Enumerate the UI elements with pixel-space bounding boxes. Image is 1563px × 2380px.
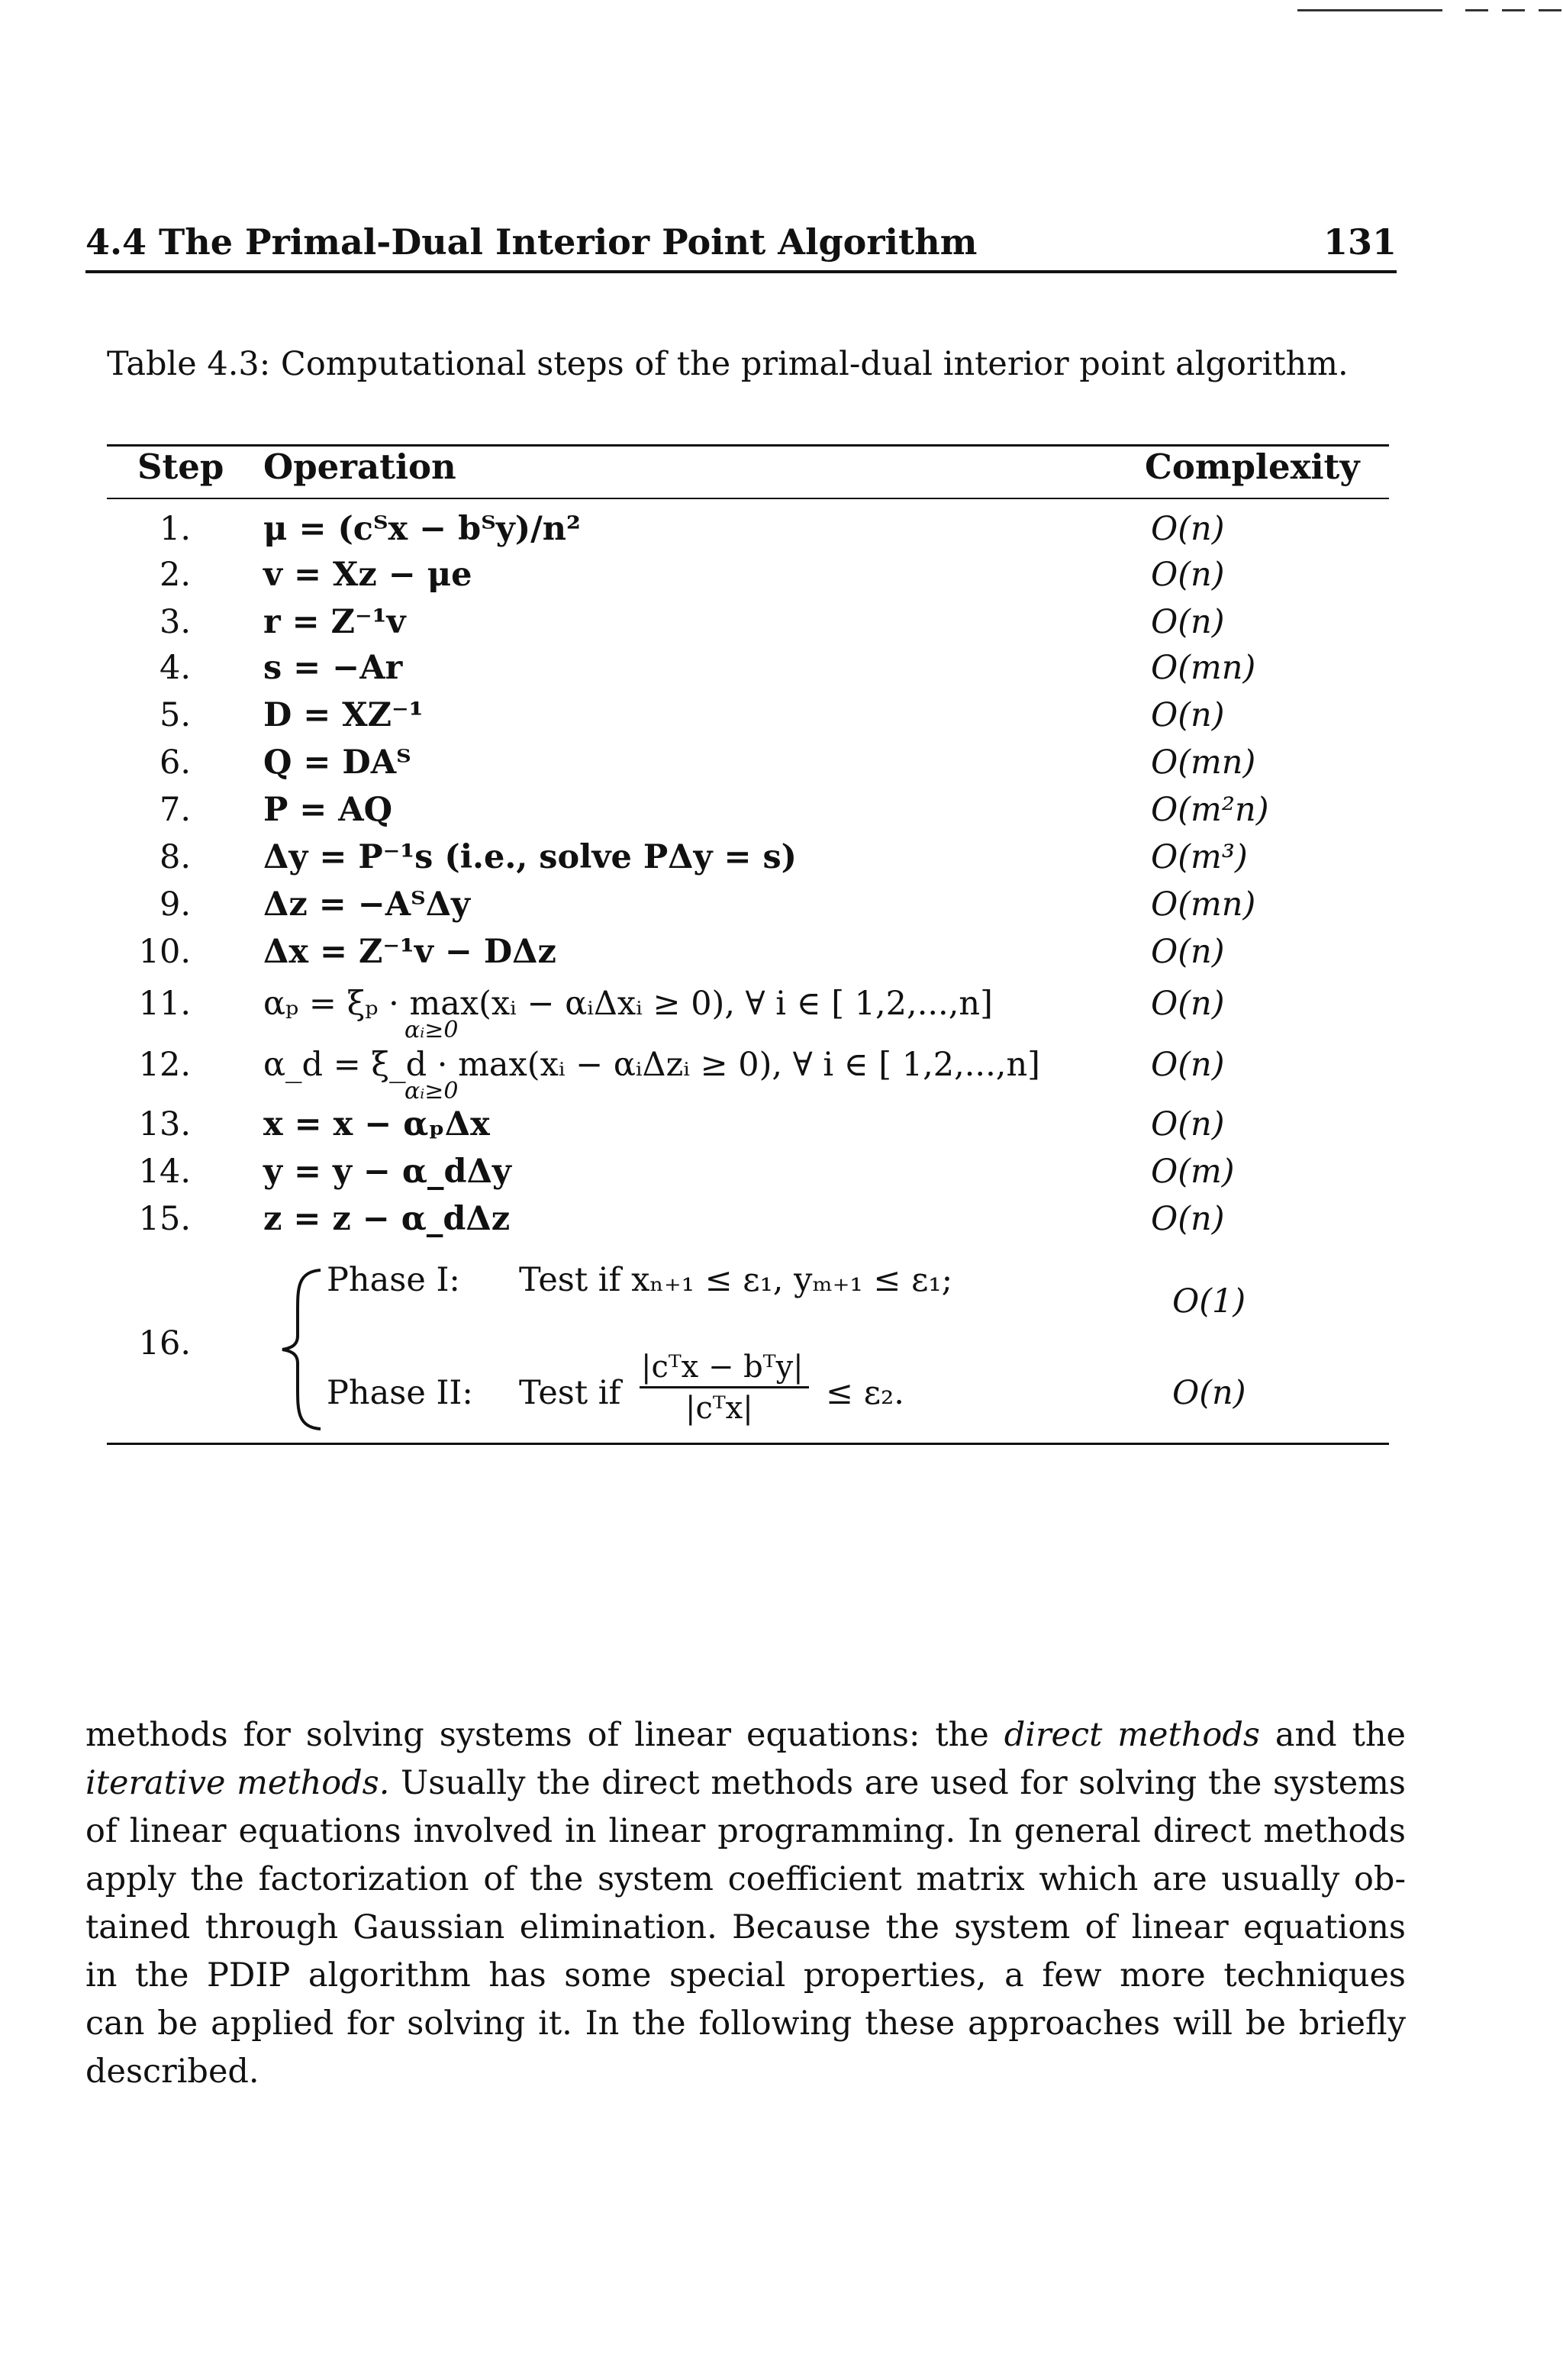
operation-formula: α_d = ξ_d · max(xᵢ − αᵢΔzᵢ ≥ 0), ∀ i ∈ [ 1,2,...,n] — [263, 1046, 1040, 1084]
table-row — [0, 1200, 1563, 1246]
complexity-value: O(m²n) — [1151, 791, 1269, 829]
step-number: 7. — [159, 791, 191, 829]
table-row — [0, 649, 1563, 695]
table-row — [0, 885, 1563, 931]
operation-formula: Q = DAᵀ — [263, 743, 411, 782]
brace-icon — [275, 1266, 328, 1433]
column-header-complexity: Complexity — [1145, 447, 1360, 487]
table-bottom-rule — [107, 1443, 1389, 1445]
step-number: 2. — [159, 556, 191, 594]
table-row — [0, 838, 1563, 884]
step-number: 9. — [159, 885, 191, 924]
complexity-value: O(n) — [1151, 1046, 1225, 1084]
step-number: 11. — [138, 985, 191, 1023]
complexity-value: O(n) — [1151, 1200, 1225, 1238]
complexity-value: O(n) — [1151, 985, 1225, 1023]
operation-formula: s = −Ar — [263, 649, 403, 687]
complexity-value: O(mn) — [1151, 743, 1256, 782]
step-number: 13. — [138, 1105, 191, 1143]
table-header-rule — [107, 498, 1389, 499]
phase2-denominator: |cᵀx| — [685, 1391, 753, 1426]
max-subscript: αᵢ≥0 — [404, 1017, 459, 1043]
running-header — [85, 214, 1397, 273]
complexity-value: O(n) — [1151, 933, 1225, 971]
operation-formula: D = XZ⁻¹ — [263, 696, 424, 734]
step-number: 4. — [159, 649, 191, 687]
table-row — [0, 1153, 1563, 1198]
complexity-value: O(n) — [1151, 1105, 1225, 1143]
operation-formula: P = AQ — [263, 791, 393, 829]
table-row — [0, 510, 1563, 556]
page-edge-mark — [1465, 9, 1488, 11]
complexity-value: O(n) — [1151, 510, 1225, 548]
step-number: 16. — [138, 1324, 191, 1363]
phase2-label: Phase II: — [327, 1374, 473, 1412]
step-number: 12. — [138, 1046, 191, 1084]
table-caption: Table 4.3: Computational steps of the primal-dual interior point algorithm. — [107, 345, 1349, 383]
operation-formula: x = x − αₚΔx — [263, 1105, 490, 1143]
step-number: 5. — [159, 696, 191, 734]
phase1-test: Test if xₙ₊₁ ≤ ε₁, yₘ₊₁ ≤ ε₁; — [519, 1261, 953, 1299]
table-row — [0, 1105, 1563, 1151]
fraction-bar — [640, 1386, 809, 1388]
step-number: 10. — [138, 933, 191, 971]
operation-formula: μ = (cᵀx − bᵀy)/n² — [263, 510, 581, 548]
complexity-value: O(mn) — [1151, 885, 1256, 924]
column-header-step: Step — [137, 447, 224, 487]
body-line: can be applied for solving it. In the following these approaches will be briefly — [85, 2004, 1406, 2043]
phase2-test-prefix: Test if — [519, 1374, 621, 1412]
operation-formula: Δz = −AᵀΔy — [263, 885, 471, 924]
step-number: 1. — [159, 510, 191, 548]
body-line: tained through Gaussian elimination. Because the system of linear equations — [85, 1908, 1406, 1946]
table-row — [0, 985, 1563, 1043]
body-line: in the PDIP algorithm has some special properties, a few more techniques — [85, 1956, 1406, 1995]
operation-formula: αₚ = ξₚ · max(xᵢ − αᵢΔxᵢ ≥ 0), ∀ i ∈ [ 1,2,...,n] — [263, 985, 993, 1023]
body-line: methods for solving systems of linear equations: the direct methods and the — [85, 1716, 1406, 1754]
step-number: 8. — [159, 838, 191, 876]
page-edge-mark — [1539, 9, 1561, 11]
phase1-complexity: O(1) — [1172, 1282, 1246, 1321]
table-row — [0, 933, 1563, 979]
step-number: 6. — [159, 743, 191, 782]
step-number: 3. — [159, 603, 191, 641]
phase2-complexity: O(n) — [1172, 1374, 1246, 1412]
operation-formula: y = y − α_dΔy — [263, 1153, 511, 1191]
body-line: described. — [85, 2053, 259, 2091]
body-line: of linear equations involved in linear programming. In general direct methods — [85, 1812, 1406, 1850]
phase2-numerator: |cᵀx − bᵀy| — [641, 1350, 804, 1385]
page-number: 131 — [1323, 221, 1397, 263]
complexity-value: O(m) — [1151, 1153, 1235, 1191]
page-edge-mark — [1297, 9, 1442, 11]
table-row — [0, 791, 1563, 837]
page-edge-mark — [1502, 9, 1525, 11]
phase2-suffix: ≤ ε₂. — [826, 1374, 904, 1412]
complexity-value: O(m³) — [1151, 838, 1248, 876]
complexity-value: O(mn) — [1151, 649, 1256, 687]
operation-formula: Δx = Z⁻¹v − DΔz — [263, 933, 556, 971]
table-row — [0, 603, 1563, 649]
body-line: apply the factorization of the system coefficient matrix which are usually ob- — [85, 1860, 1406, 1898]
operation-formula: v = Xz − μe — [263, 556, 472, 594]
step-number: 15. — [138, 1200, 191, 1238]
table-row — [0, 1046, 1563, 1105]
table-row — [0, 743, 1563, 789]
operation-formula: Δy = P⁻¹s (i.e., solve PΔy = s) — [263, 838, 798, 876]
table-row — [0, 556, 1563, 601]
step-number: 14. — [138, 1153, 191, 1191]
complexity-value: O(n) — [1151, 603, 1225, 641]
operation-formula: z = z − α_dΔz — [263, 1200, 511, 1238]
table-row — [0, 696, 1563, 742]
complexity-value: O(n) — [1151, 696, 1225, 734]
complexity-value: O(n) — [1151, 556, 1225, 594]
body-paragraph — [85, 1711, 1406, 2096]
max-subscript: αᵢ≥0 — [404, 1078, 459, 1105]
column-header-operation: Operation — [263, 447, 456, 487]
body-line: iterative methods. Usually the direct methods are used for solving the systems — [85, 1764, 1406, 1802]
phase1-label: Phase I: — [327, 1261, 460, 1299]
operation-formula: r = Z⁻¹v — [263, 603, 406, 641]
section-title: 4.4 The Primal-Dual Interior Point Algorithm — [85, 221, 978, 263]
